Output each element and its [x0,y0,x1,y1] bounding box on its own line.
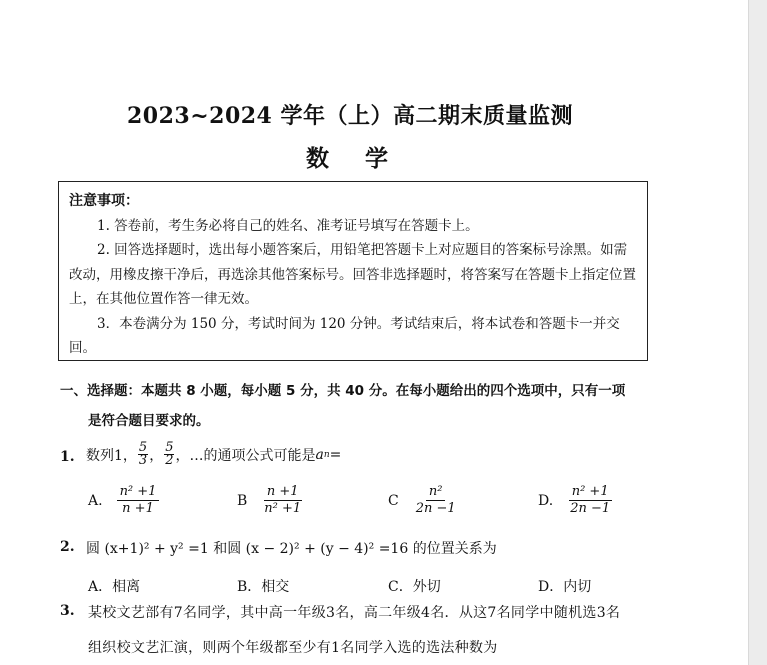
q1-option-a-frac [117,485,160,516]
q1-option-d-den: 2n −1 [570,501,611,516]
q3-number: 3. [60,603,75,619]
notice-item-2: 2. 回答选择题时，选出每小题答案后，用铅笔把答题卡上对应题目的答案标号涂黑。如需改动，用橡皮擦干净后，再选涂其他答案标号。回答非选择题时，将答案写在答题卡上指定位置上，在其他位置作答一律无效。 [69,242,636,307]
q1-f1-num: 5 [138,440,148,455]
q1-stem [86,442,341,467]
q2-stem: 圆 (x+1)² + y² =1 和圆 (x − 2)² + (y − 4)² =16 的位置关系为 [86,541,497,557]
q1-option-d-label: D. [538,492,554,509]
notice-heading: 注意事项： [69,193,139,209]
q1-an: a [315,446,324,463]
q2-option-d[interactable]: D．内切 [538,579,592,595]
q1-option-b-label: B [237,492,248,509]
subject-title: 数 学 [305,145,402,172]
q1-option-c-den: 2n −1 [415,501,456,516]
q2-option-a[interactable]: A．相离 [88,579,141,595]
notice-item-3: 3．本卷满分为 150 分，考试时间为 120 分钟。考试结束后，将本试卷和答题卡一并交回。 [69,315,620,356]
q3-line-2: 组织校文艺汇演，则两个年级都至少有1名同学入选的选法种数为 [88,640,498,656]
notice-item-1: 1. 答卷前，考生务必将自己的姓名、准考证号填写在答题卡上。 [97,217,479,234]
section-heading [60,376,680,436]
page-gutter [748,0,767,665]
q1-option-a-label: A. [88,492,103,509]
q2-number: 2. [60,539,75,555]
q1-eq: = [329,446,342,463]
section-heading-line-2: 是符合题目要求的。 [88,413,210,429]
q1-f2-den: 2 [165,453,174,468]
q1-option-b-num: n +1 [264,485,302,501]
q1-fraction-2 [164,442,174,467]
q3-line-1: 某校文艺部有7名同学，其中高一年级3名，高二年级4名．从这7名同学中随机选3名 [88,605,621,621]
q1-prefix: 数列1， [86,447,137,464]
section-heading-line-1: 一、选择题：本题共 8 小题，每小题 5 分，共 40 分。在每小题给出的四个选项中，只有一项 [60,383,626,399]
q1-option-d[interactable] [538,485,613,516]
q1-option-c-num: n² [426,485,446,501]
exam-title: 2023~2024 学年（上）高二期末质量监测 [126,103,574,129]
q1-f1-den: 3 [138,453,148,468]
q1-number: 1. [60,449,75,465]
q1-option-c-label: C [388,492,399,509]
q1-fraction-1 [138,442,148,467]
q1-f2-num: 5 [165,440,174,455]
q1-option-a-den: n +1 [122,501,154,516]
q1-suffix: ，…的通项公式可能是 [175,447,316,464]
q1-option-b[interactable] [237,485,304,516]
q1-option-b-frac [261,485,304,516]
q1-option-d-num: n² +1 [569,485,612,501]
q1-option-a[interactable] [88,485,159,516]
q2-option-b[interactable]: B．相交 [237,579,290,595]
q1-an-sub: n [323,449,330,460]
q1-option-c[interactable] [388,485,459,516]
q1-option-c-frac [413,485,459,516]
q1-option-a-num: n² +1 [117,485,160,501]
q1-option-b-den: n² +1 [264,501,302,516]
q1-sep: ， [149,447,164,464]
q1-option-d-frac [567,485,613,516]
q2-option-c[interactable]: C．外切 [388,579,441,595]
notice-box [58,181,648,361]
